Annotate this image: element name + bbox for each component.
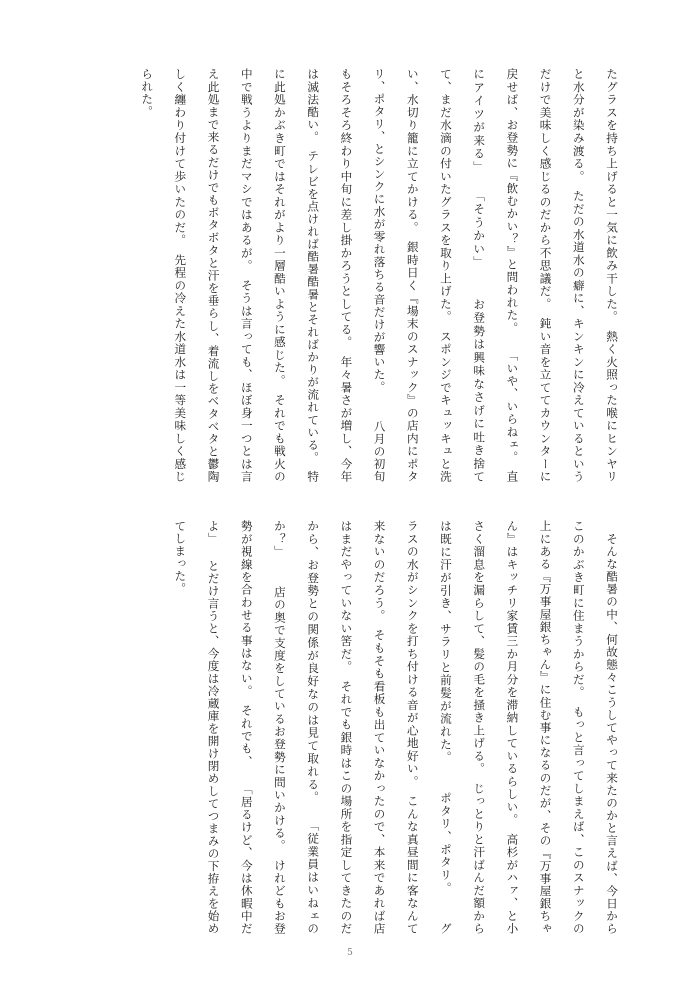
page-number: 5 bbox=[347, 948, 353, 958]
body-paragraph-block-1: たグラスを持ち上げると一気に飲み干した。 熱く火照った喉にヒンヤリと水分が染み渡る。 ただの水道水の癖に、キンキンに冷えているというだけで美味しく感じるのだから不思議だ。 鈍い音を立ててカウンターに戻せば、お登勢に『飲むかい？』と問われた。 「いや、いらねェ。 直にアイツが来る」 「そうかい」 お登勢は興味なさげに吐き捨てて、まだ水滴の付いたグラスを取り上げた。 スポンジでキュッキュと洗い、水切り籠に立てかける。 銀時日く『場末のスナック』の店内にポタリ、ポタリ、とシンクに水が零れ落ちる音だけが響いた。 八月の初旬もそろそろ終わり中旬に差し掛かろうとしてる。 年々暑さが増し、今年は滅法酷い。 テレビを点ければ酷暑酷暑とそればかりが流れている。 特に此処かぶき町ではそれがより一層酷いように感じた。 それでも戦火の中で戦うよりまだマシではあるが。 そうは言っても、ほぼ身一つとは言え此処まで来るだけでもボタボタと汗を垂らし、着流しをベタベタと鬱陶しく纏わり付けて歩いたのだ。 先程の冷えた水道水は一等美味しく感じられた。 bbox=[140, 68, 619, 483]
body-paragraph-block-2: そんな酷暑の中、何故態々こうしてやって来たのかと言えば、今日からこのかぶき町に住まうからだ。 もっと言ってしまえば、このスナックの上にある『万事屋銀ちゃん』に住む事になるのだが、その『万事屋銀ちゃん』はキッチリ家賃三か月分を滞納しているらしい。 高杉がハァ、と小さく溜息を漏らして、髪の毛を掻き上げる。 じっとりと汗ばんだ額からは既に汗が引き、サラリと前髪が流れた。 ポタリ、ポタリ。 グラスの水がシンクを打ち付ける音が心地好い。 こんな真昼間に客なんて来ないのだろう。 そもそも看板も出ていなかったので、本来であれば店はまだやっていない筈だ。 それでも銀時はこの場所を指定してきたのだから、お登勢との関係が良好なのは見て取れる。 「従業員はいねェのか？」 店の奥で支度をしているお登勢に問いかける。 けれどもお登勢が視線を合わせる事はない。 それでも、 「居るけど、今は休暇中だよ」 とだけ言うと、今度は冷蔵庫を開け閉めしてつまみの下拵えを始めてしまった。 bbox=[173, 520, 619, 935]
